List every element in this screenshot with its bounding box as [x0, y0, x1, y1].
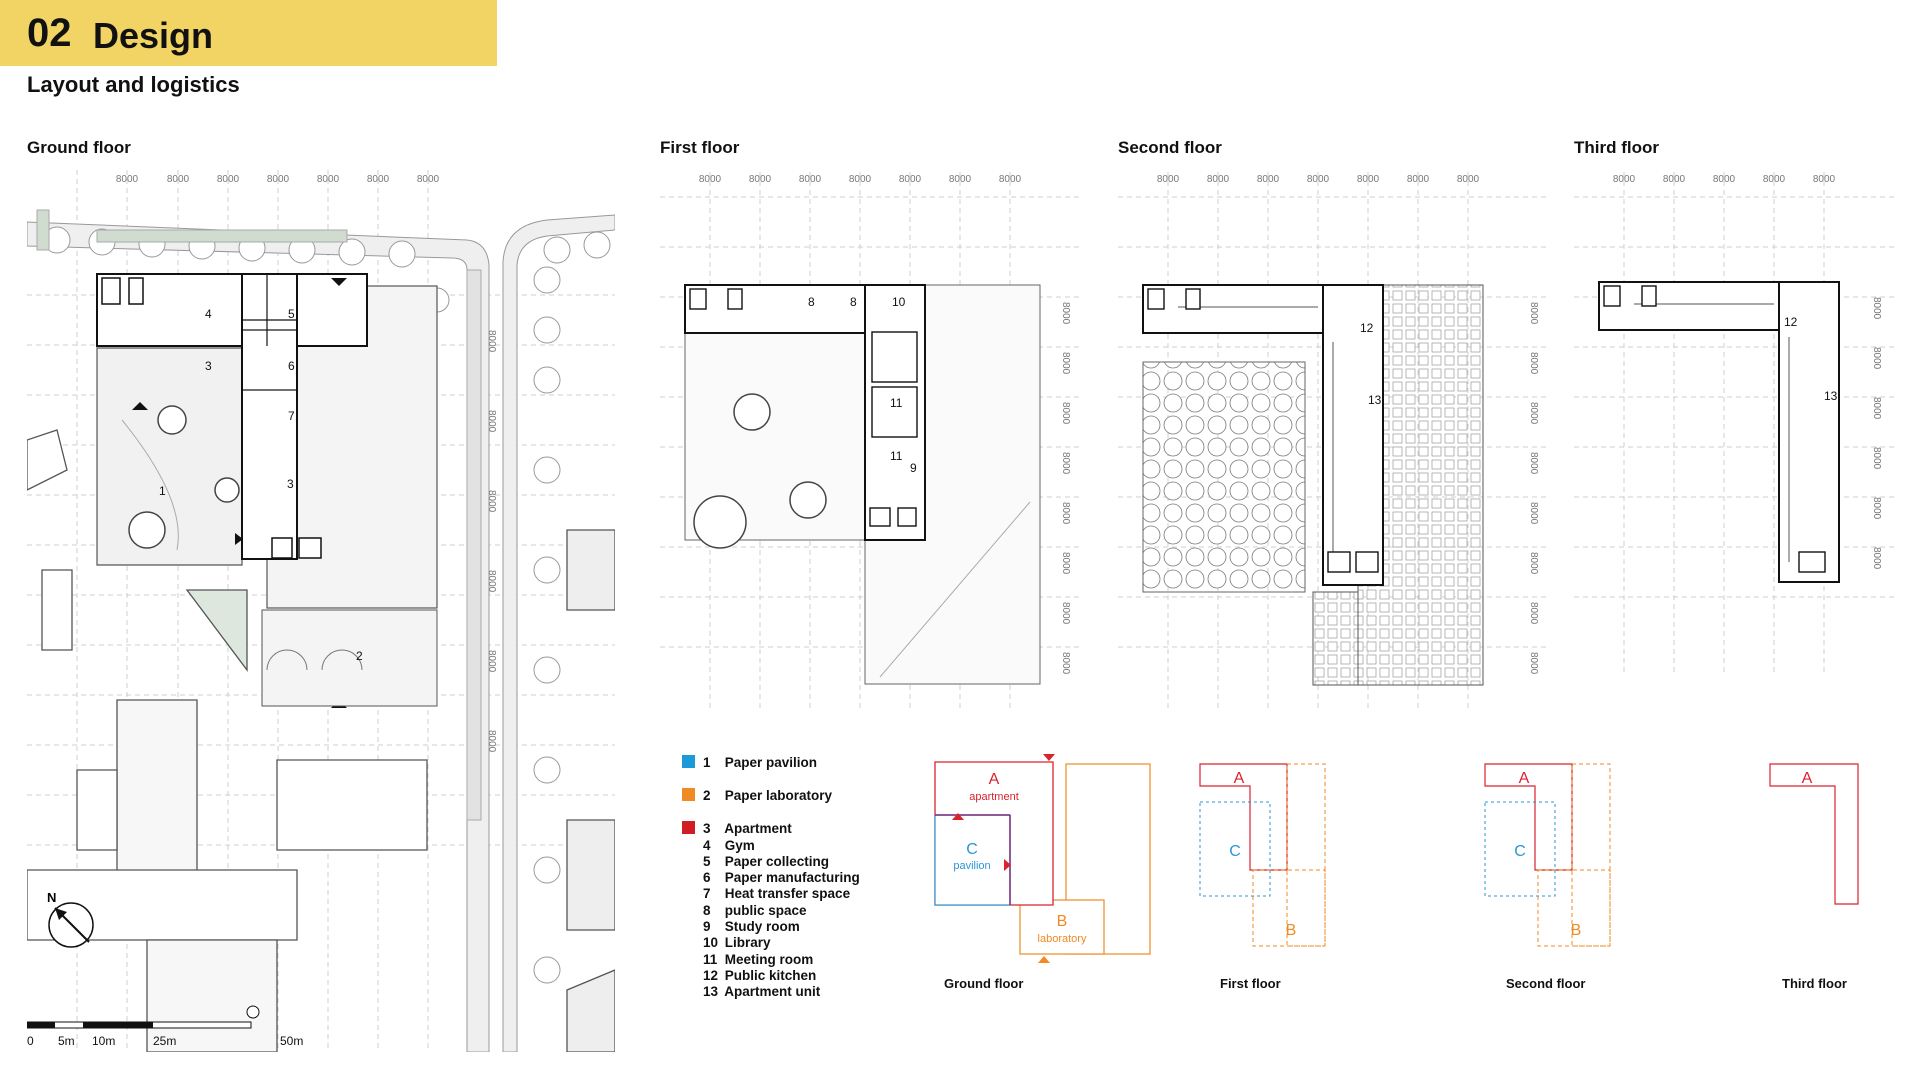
dimension-label: 8000	[1762, 174, 1786, 185]
dimension-label: 8000	[166, 174, 190, 185]
dimension-label: 8000	[486, 490, 497, 513]
dimension-label: 8000	[1662, 174, 1686, 185]
dimension-label: 8000	[1060, 552, 1071, 575]
scale-label: 0	[27, 1034, 34, 1048]
dimension-label: 8000	[1060, 352, 1071, 375]
legend-item: 11 Meeting room	[703, 952, 814, 967]
zoning-label-third: Third floor	[1782, 976, 1847, 991]
zoning-label-second: Second floor	[1506, 976, 1586, 991]
dimension-label: 8000	[1528, 302, 1539, 325]
first-floor-plan	[660, 172, 1080, 712]
dimension-label: 8000	[1528, 502, 1539, 525]
dimension-label: 8000	[486, 330, 497, 353]
dimension-label: 8000	[1060, 452, 1071, 475]
room-number: 4	[205, 307, 212, 321]
dimension-label: 8000	[898, 174, 922, 185]
third-floor-title: Third floor	[1574, 138, 1659, 157]
room-number: 8	[850, 295, 857, 309]
scale-label: 5m	[58, 1034, 75, 1048]
zone-label: laboratory	[1037, 933, 1087, 945]
dimension-label: 8000	[486, 570, 497, 593]
legend-swatch	[682, 788, 695, 801]
zoning-label-ground: Ground floor	[944, 976, 1024, 991]
dimension-label: 8000	[1060, 402, 1071, 425]
scale-label: 10m	[92, 1034, 116, 1048]
zoning-third	[1770, 764, 1858, 904]
dimension-label: 8000	[1528, 452, 1539, 475]
room-number: 10	[892, 295, 906, 309]
dimension-label: 8000	[1406, 174, 1430, 185]
legend-item: 5 Paper collecting	[703, 854, 830, 869]
dimension-label: 8000	[266, 174, 290, 185]
dimension-label: 8000	[1528, 602, 1539, 625]
dimension-label: 8000	[1712, 174, 1736, 185]
scale-label: 50m	[280, 1034, 304, 1048]
dimension-label: 8000	[1256, 174, 1280, 185]
legend-swatch	[682, 755, 695, 768]
dimension-label: 8000	[1060, 502, 1071, 525]
legend-item: 2 Paper laboratory	[682, 788, 832, 803]
dimension-labels	[116, 174, 440, 185]
legend-item: 3 Apartment	[682, 821, 792, 836]
legend-item: 12 Public kitchen	[703, 968, 817, 983]
zone-label: A	[988, 771, 1000, 788]
dimension-label: 8000	[366, 174, 390, 185]
legend-item: 1 Paper pavilion	[682, 755, 817, 770]
header-band	[0, 0, 497, 66]
legend-item: 9 Study room	[703, 919, 800, 934]
dimension-label: 8000	[1871, 547, 1882, 570]
dimension-label: 8000	[1871, 447, 1882, 470]
dimension-label: 8000	[848, 174, 872, 185]
room-number: 2	[356, 649, 363, 663]
dimension-label: 8000	[1528, 402, 1539, 425]
zone-label: C	[966, 841, 978, 858]
dimension-label: 8000	[1060, 602, 1071, 625]
section-number: 02	[27, 11, 72, 55]
ground-floor-title: Ground floor	[27, 138, 131, 157]
dimension-label: 8000	[1528, 352, 1539, 375]
dimension-label: 8000	[1612, 174, 1636, 185]
room-number: 12	[1360, 321, 1374, 335]
zoning-diagrams	[930, 750, 1900, 970]
zone-label: C	[1514, 843, 1526, 860]
dimension-label: 8000	[1060, 652, 1071, 675]
dimension-label: 8000	[1528, 552, 1539, 575]
dimension-label: 8000	[115, 174, 139, 185]
zoning-label-first: First floor	[1220, 976, 1281, 991]
dimension-label: 8000	[416, 174, 440, 185]
zone-label: B	[1285, 922, 1297, 939]
room-number: 5	[288, 307, 295, 321]
room-number: 3	[287, 477, 294, 491]
room-number: 3	[205, 359, 212, 373]
room-number: 1	[159, 484, 166, 498]
dimension-label: 8000	[316, 174, 340, 185]
dimension-label: 8000	[1060, 302, 1071, 325]
zoning-first	[1200, 764, 1325, 946]
legend-item: 8 public space	[703, 903, 807, 918]
first-floor-title: First floor	[660, 138, 740, 157]
zone-label: apartment	[969, 791, 1019, 803]
room-number: 9	[910, 461, 917, 475]
zoning-second	[1485, 764, 1610, 946]
room-number: 8	[808, 295, 815, 309]
page-subtitle: Layout and logistics	[27, 72, 240, 97]
dimension-label: 8000	[1871, 297, 1882, 320]
legend-item: 4 Gym	[703, 838, 755, 853]
room-number: 12	[1784, 315, 1798, 329]
zone-label: pavilion	[953, 860, 991, 872]
north-label: N	[47, 890, 57, 905]
dimension-label: 8000	[1812, 174, 1836, 185]
zone-label: A	[1518, 770, 1530, 787]
dimension-label: 8000	[216, 174, 240, 185]
dimension-label: 8000	[798, 174, 822, 185]
dimension-label: 8000	[1528, 652, 1539, 675]
dimension-label: 8000	[1306, 174, 1330, 185]
section-title: Design	[93, 15, 214, 56]
dimension-label: 8000	[698, 174, 722, 185]
room-number: 13	[1368, 393, 1382, 407]
zone-label: B	[1056, 913, 1068, 930]
dimension-label: 8000	[1156, 174, 1180, 185]
dimension-label: 8000	[1456, 174, 1480, 185]
dimension-label: 8000	[748, 174, 772, 185]
legend-item: 13 Apartment unit	[703, 984, 821, 999]
room-number: 6	[288, 359, 295, 373]
room-number: 11	[890, 449, 903, 463]
dimension-label: 8000	[1871, 397, 1882, 420]
legend-item: 6 Paper manufacturing	[703, 870, 860, 885]
zone-label: B	[1570, 922, 1582, 939]
dimension-label: 8000	[486, 730, 497, 753]
dimension-label: 8000	[948, 174, 972, 185]
dimension-label: 8000	[486, 650, 497, 673]
room-number: 11	[890, 396, 903, 410]
third-floor-plan	[1574, 172, 1894, 672]
dimension-label: 8000	[1871, 497, 1882, 520]
dimension-label: 8000	[1871, 347, 1882, 370]
scale-label: 25m	[153, 1034, 177, 1048]
zoning-ground	[935, 754, 1150, 963]
room-number: 7	[288, 409, 295, 423]
dimension-label: 8000	[1206, 174, 1230, 185]
dimension-label: 8000	[486, 410, 497, 433]
zone-label: A	[1233, 770, 1245, 787]
dimension-label: 8000	[998, 174, 1022, 185]
second-floor-plan	[1118, 172, 1548, 712]
legend-swatch	[682, 821, 695, 834]
second-floor-title: Second floor	[1118, 138, 1222, 157]
pavilion-court	[97, 348, 242, 565]
room-number: 13	[1824, 389, 1838, 403]
zone-label: A	[1801, 770, 1813, 787]
legend-item: 10 Library	[703, 935, 771, 950]
dimension-label: 8000	[1356, 174, 1380, 185]
zone-label: C	[1229, 843, 1241, 860]
ground-floor-plan	[27, 170, 615, 1052]
legend-item: 7 Heat transfer space	[703, 886, 851, 901]
